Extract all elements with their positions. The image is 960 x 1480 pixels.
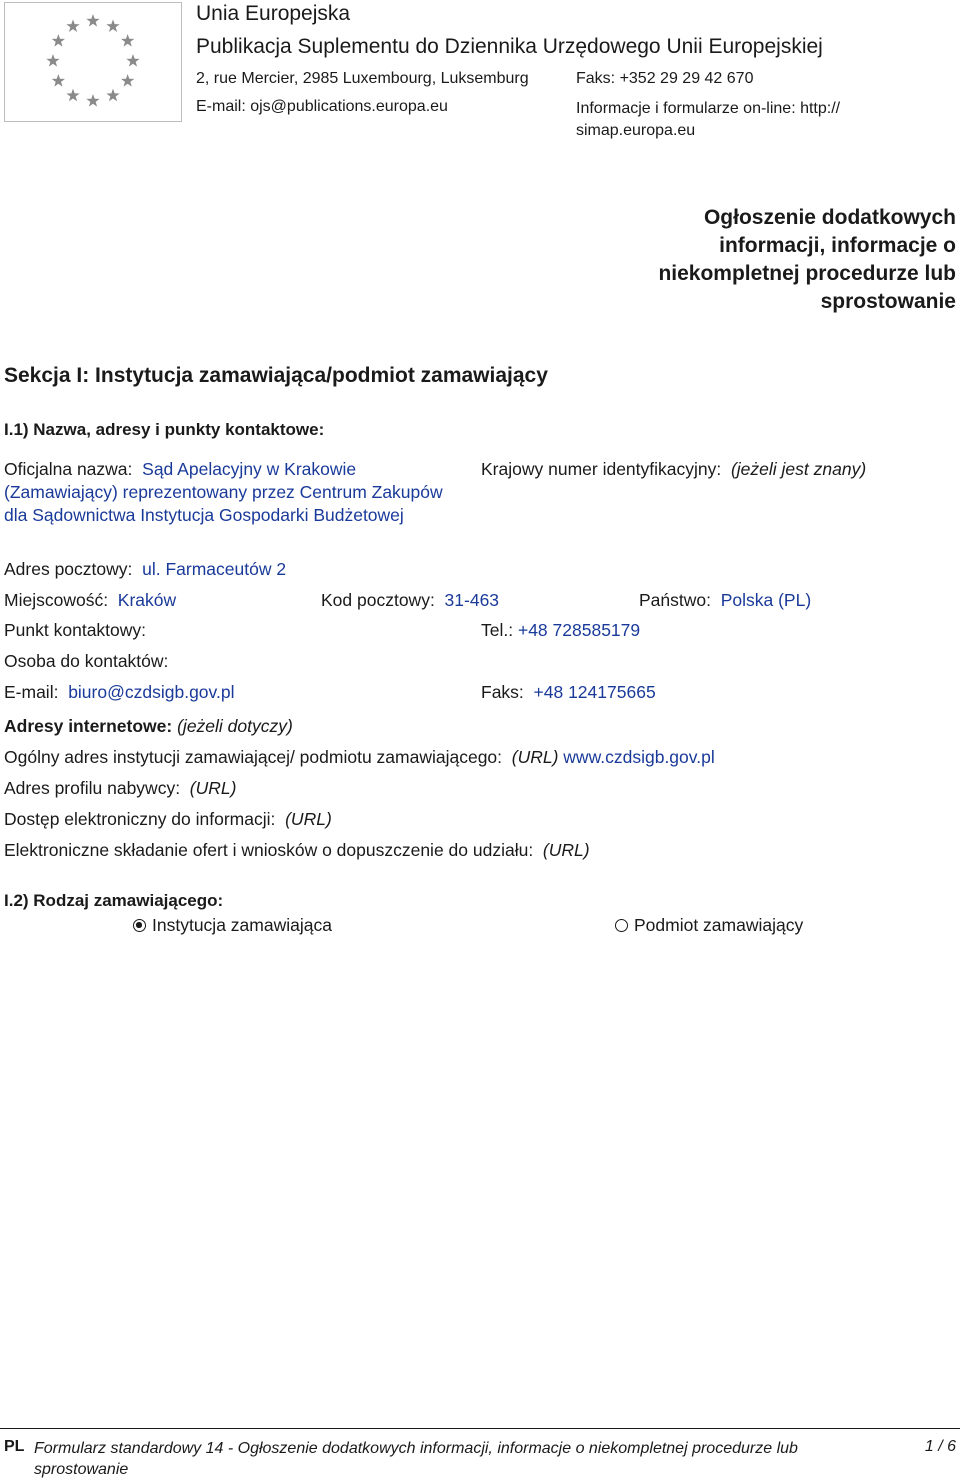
buyer-profile-url-tag: (URL) xyxy=(189,778,237,798)
postal-address xyxy=(4,559,286,580)
general-address-label: Ogólny adres instytucji zamawiającej/ podmiotu zamawiającego: xyxy=(4,747,503,767)
contact-point-label: Punkt kontaktowy: xyxy=(4,620,147,640)
header-email[interactable]: E-mail: ojs@publications.europa.eu xyxy=(196,98,448,115)
fax-row xyxy=(481,682,656,703)
eu-star-icon xyxy=(121,34,134,47)
footer-divider xyxy=(0,1428,960,1429)
national-id-block xyxy=(481,458,901,481)
e-submission xyxy=(4,840,590,861)
e-submission-label: Elektroniczne składanie ofert i wniosków o dopuszczenie do udziału: xyxy=(4,840,534,860)
postal-address-value: ul. Farmaceutów 2 xyxy=(142,559,287,579)
general-address-link[interactable]: www.czdsigb.gov.pl xyxy=(563,747,715,767)
postcode-value: 31-463 xyxy=(444,590,500,610)
postal-address-label: Adres pocztowy: xyxy=(4,559,133,579)
buyer-profile xyxy=(4,778,236,799)
official-name-block xyxy=(4,458,444,527)
internet-label: Adresy internetowe: xyxy=(4,716,173,736)
internet-note: (jeżeli dotyczy) xyxy=(177,716,293,736)
eu-star-icon xyxy=(46,54,59,67)
eu-star-icon xyxy=(52,74,65,87)
tel-label: Tel.: xyxy=(481,620,514,640)
postcode xyxy=(321,590,499,611)
tel xyxy=(481,620,640,641)
eu-star-icon xyxy=(66,19,79,32)
header-address: 2, rue Mercier, 2985 Luxembourg, Luksemburg xyxy=(196,70,529,87)
fax-value: +48 124175665 xyxy=(533,682,656,702)
authority-type-label-1: Instytucja zamawiająca xyxy=(152,915,332,935)
eu-star-icon xyxy=(66,89,79,102)
e-access-label: Dostęp elektroniczny do informacji: xyxy=(4,809,276,829)
header-fax: Faks: +352 29 29 42 670 xyxy=(576,70,754,87)
footer-form-name: Formularz standardowy 14 - Ogłoszenie dodatkowych informacji, informacje o niekompletnej procedurze lub sprostowanie xyxy=(34,1440,798,1478)
radio-selected-icon[interactable] xyxy=(133,919,146,932)
header-info-online[interactable]: Informacje i formularze on-line: http:// simap.europa.eu xyxy=(576,100,841,139)
internet-addresses xyxy=(4,716,293,737)
email-row xyxy=(4,682,234,703)
town-value: Kraków xyxy=(117,590,177,610)
country-label: Państwo: xyxy=(639,590,711,610)
authority-type-label-2: Podmiot zamawiający xyxy=(634,915,804,935)
official-name-label: Oficjalna nazwa: xyxy=(4,459,133,479)
town-label: Miejscowość: xyxy=(4,590,109,610)
subsection-i1-title: I.1) Nazwa, adresy i punkty kontaktowe: xyxy=(4,420,325,439)
national-id-note: (jeżeli jest znany) xyxy=(730,459,867,479)
header-org: Unia Europejska xyxy=(196,2,351,25)
fax-label: Faks: xyxy=(481,682,524,702)
general-address xyxy=(4,747,715,768)
contact-person-label: Osoba do kontaktów: xyxy=(4,651,169,671)
postcode-label: Kod pocztowy: xyxy=(321,590,435,610)
eu-star-icon xyxy=(52,34,65,47)
eu-flag-icon xyxy=(4,2,182,122)
eu-star-icon xyxy=(106,89,119,102)
country xyxy=(639,590,811,611)
authority-type-option-2[interactable] xyxy=(615,915,803,936)
section-title: Sekcja I: Instytucja zamawiająca/podmiot zamawiający xyxy=(4,364,548,387)
authority-type-option-1[interactable] xyxy=(133,915,332,936)
e-access xyxy=(4,809,332,830)
eu-star-icon xyxy=(86,94,99,107)
tel-value: +48 728585179 xyxy=(517,620,641,640)
eu-star-icon xyxy=(106,19,119,32)
header-publication: Publikacja Suplementu do Dziennika Urzędowego Unii Europejskiej xyxy=(196,35,823,58)
national-id-label: Krajowy numer identyfikacyjny: xyxy=(481,459,722,479)
eu-star-icon xyxy=(126,54,139,67)
radio-unselected-icon[interactable] xyxy=(615,919,628,932)
eu-star-icon xyxy=(121,74,134,87)
e-submission-url-tag: (URL) xyxy=(542,840,590,860)
email-value[interactable]: biuro@czdsigb.gov.pl xyxy=(68,682,235,702)
e-access-url-tag: (URL) xyxy=(285,809,332,829)
subsection-i2-title: I.2) Rodzaj zamawiającego: xyxy=(4,891,224,910)
town xyxy=(4,590,176,611)
country-value: Polska (PL) xyxy=(720,590,812,610)
buyer-profile-label: Adres profilu nabywcy: xyxy=(4,778,181,798)
email-label: E-mail: xyxy=(4,682,59,702)
notice-title: Ogłoszenie dodatkowych informacji, informacje o niekompletnej procedurze lub sprostowanie xyxy=(658,206,956,313)
eu-star-icon xyxy=(86,14,99,27)
eu-stars-circle xyxy=(5,3,181,121)
footer-page-number: 1 / 6 xyxy=(924,1438,956,1455)
official-name-value: Sąd Apelacyjny w Krakowie (Zamawiający) reprezentowany przez Centrum Zakupów dla Sądownictwa Instytucja Gospodarki Budżetowej xyxy=(4,459,443,525)
footer-lang-code: PL xyxy=(4,1438,25,1455)
general-address-url-tag: (URL) xyxy=(511,747,559,767)
